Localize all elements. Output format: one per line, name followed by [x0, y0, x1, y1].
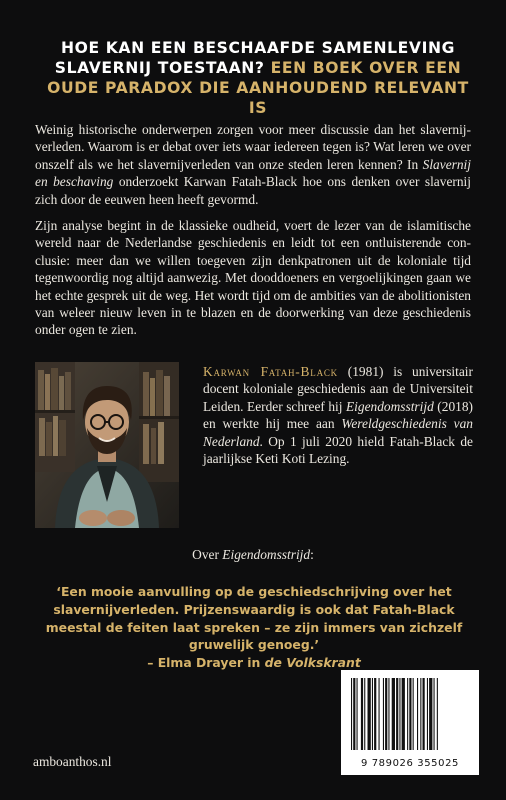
- barcode-bar: [368, 678, 371, 750]
- barcode-bar: [399, 678, 400, 750]
- author-photo: [35, 362, 179, 528]
- barcode-bar: [437, 678, 438, 750]
- bio-text-2: (2018) en werkte hij mee aan: [203, 398, 473, 432]
- intro-text-1: Weinig historische onderwerpen zorgen voor meer discussie dan het slavernijverleden. Waarom is er debat over iets waar iedereen tegen is? Wat leren we over onszelf als we het slavernijverleden van onze steden leren kennen? In: [35, 122, 471, 172]
- bio-text-3: . Op 1 juli 2020 hield Fatah-Black de jaarlijkse Keti Koti Lezing.: [203, 433, 473, 467]
- press-quote: [34, 583, 474, 672]
- barcode-bar: [409, 678, 411, 750]
- quote-intro-title: Eigendomsstrijd: [222, 547, 311, 562]
- author-bio: [203, 363, 473, 467]
- quote-source: de Volkskrant: [264, 655, 361, 671]
- barcode-bar: [379, 678, 380, 750]
- analysis-paragraph: Zijn analyse begint in de klassieke oudheid, voert de lezer van de islamitische wereld naar de Nederlandse geschiedenis en leidt tot een ontluisterende conclusie: meer dan we willen toegeven zijn denkpatronen uit de koloniale tijd tegenwoordig nog altijd aanwezig. Met dooddoeners en vergoelijkingen gaan we het echte gesprek uit de weg. Het wordt tijd om de ambities van de abolitionisten van weleer nieuw leven in te blazen en de doorwerking van deze geschiedenis onder ogen te zien.: [35, 218, 471, 338]
- barcode-bar: [392, 678, 395, 750]
- quote-intro-prefix: Over: [192, 547, 223, 562]
- barcode-icon: [341, 670, 479, 756]
- barcode-bar: [364, 678, 365, 750]
- headline-question: HOE KAN EEN BESCHAAFDE SAMENLEVING SLAVERNIJ TOESTAAN?: [54, 39, 456, 77]
- author-name: Karwan Fatah-Black: [203, 364, 338, 379]
- quote-attribution: – Elma Drayer in: [147, 655, 265, 671]
- barcode-bar: [353, 678, 355, 750]
- bio-book-1: Eigendomsstrijd: [346, 398, 434, 414]
- barcode-bar: [427, 678, 428, 750]
- barcode-bar: [351, 678, 352, 750]
- barcode-bar: [385, 678, 387, 750]
- quote-intro-suffix: :: [310, 547, 314, 562]
- book-title: Slavernij en beschaving: [35, 156, 471, 190]
- barcode-bar: [388, 678, 389, 750]
- barcode-bar: [361, 678, 363, 750]
- quote-intro: [0, 547, 506, 563]
- barcode-bar: [429, 678, 432, 750]
- quote-text: ‘Een mooie aanvulling op de geschiedschrijving over het slavernijverleden. Prijzenswaardig is ook dat Fatah-Black meestal de feiten laat spreken – ze zijn immers van zichzelf gruwelijk genoeg.’: [45, 584, 463, 653]
- barcode-bar: [396, 678, 398, 750]
- headline-tagline: EEN BOEK OVER EEN OUDE PARADOX DIE AANHOUDEND RELEVANT IS: [47, 59, 469, 117]
- barcode-bar: [372, 678, 373, 750]
- bio-book-2: Wereldgeschiedenis van Nederland: [203, 416, 473, 449]
- bio-text-1: (1981) is universitair docent koloniale geschiedenis aan de Universiteit Leiden. Eerder schreef hij: [203, 364, 473, 414]
- barcode-bar: [434, 678, 435, 750]
- barcode-bar: [420, 678, 421, 750]
- barcode-bar: [357, 678, 358, 750]
- headline: [38, 38, 478, 118]
- isbn-barcode: [341, 670, 479, 775]
- intro-paragraph: [35, 121, 471, 208]
- barcode-bar: [413, 678, 414, 750]
- barcode-bar: [374, 678, 376, 750]
- barcode-bar: [423, 678, 425, 750]
- barcode-bar: [383, 678, 384, 750]
- barcode-bar: [402, 678, 405, 750]
- intro-text-2: onderzoekt Karwan Fatah-Black hoe ons denken over slavernij zich door de eeuwen heen heeft gevormd.: [35, 174, 471, 207]
- barcode-bar: [407, 678, 408, 750]
- barcode-bar: [417, 678, 418, 750]
- publisher-website[interactable]: amboanthos.nl: [33, 754, 112, 769]
- author-portrait-icon: [35, 362, 179, 528]
- isbn-number: 9 789026 355025: [360, 758, 460, 769]
